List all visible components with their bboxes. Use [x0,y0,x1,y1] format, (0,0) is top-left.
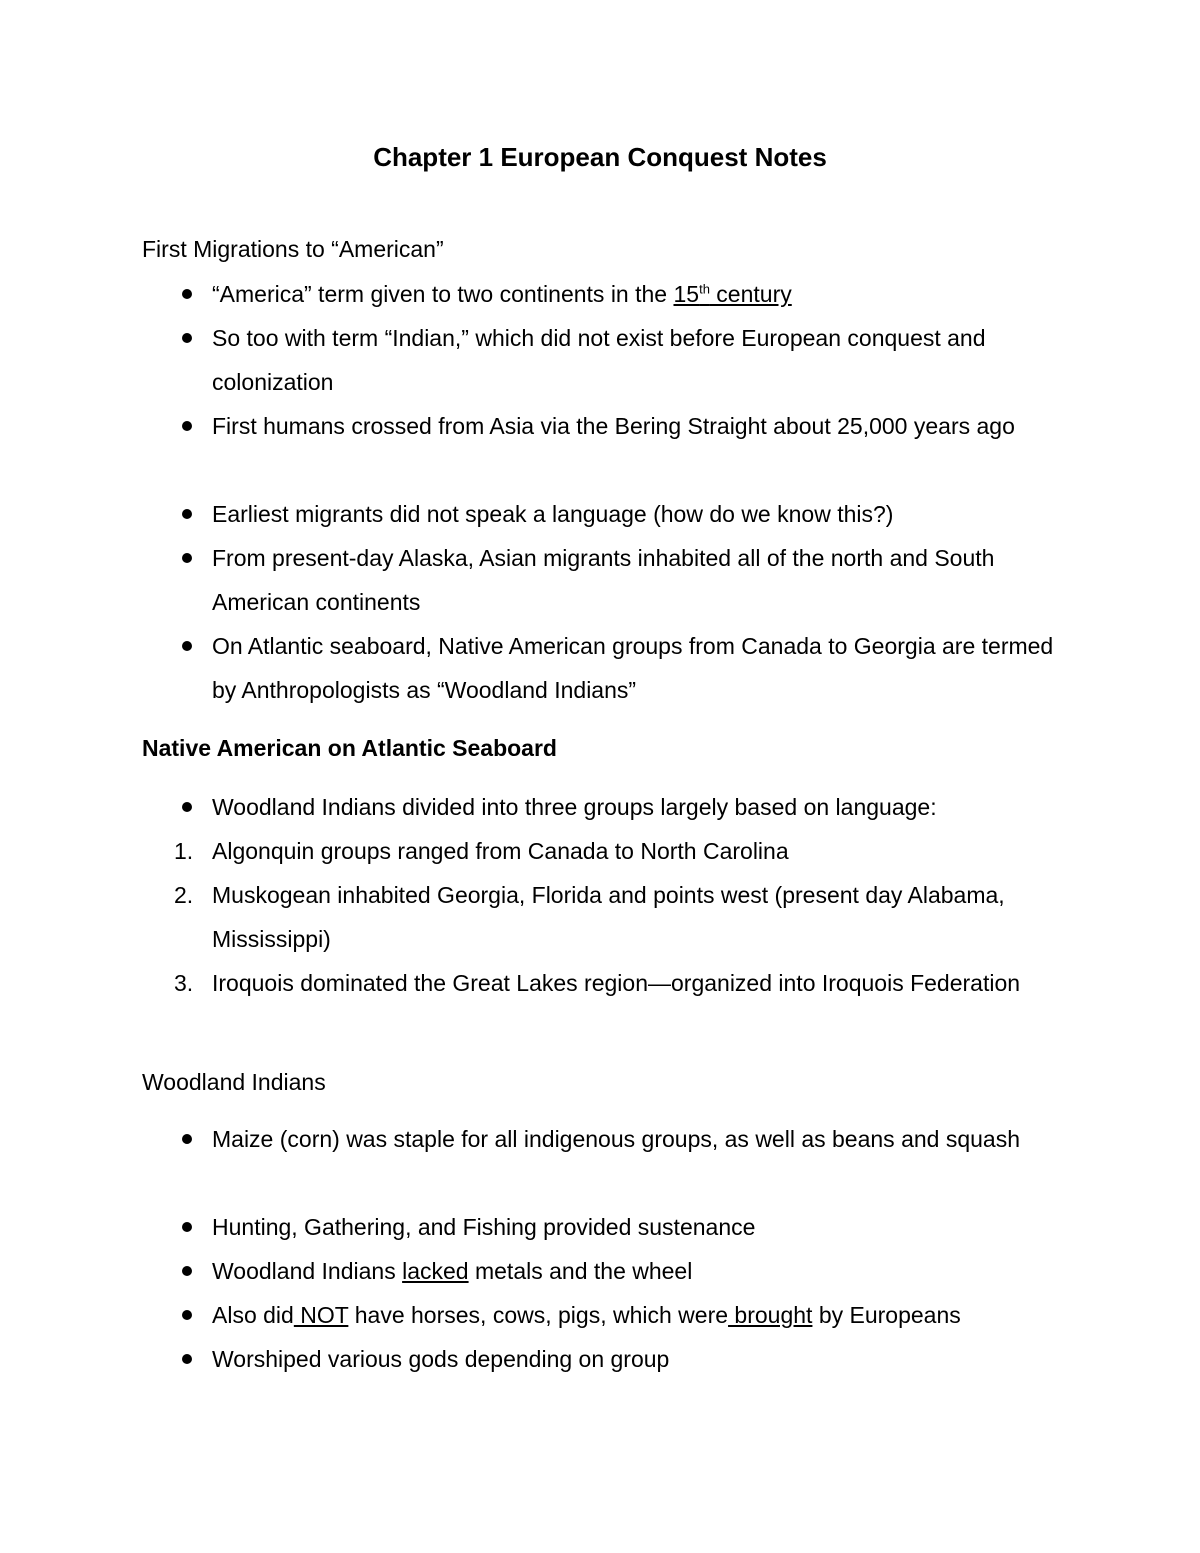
bullet-icon [182,1354,192,1364]
numbered-item: 3. Iroquois dominated the Great Lakes region—organized into Iroquois Federation [212,961,1072,1005]
list-item: From present-day Alaska, Asian migrants inhabited all of the north and South American continents [212,536,1072,624]
bullet-icon [182,421,192,431]
bullet-icon [182,1310,192,1320]
list-item: Also did NOT have horses, cows, pigs, which were brought by Europeans [212,1293,1072,1337]
century-number: 15th century [673,281,792,307]
bullet-icon [182,289,192,299]
bullet-icon [182,1134,192,1144]
list-item: First humans crossed from Asia via the Bering Straight about 25,000 years ago [212,404,1072,448]
list-item: So too with term “Indian,” which did not exist before European conquest and colonization [212,316,1072,404]
list-number: 1. [174,838,194,864]
bullet-icon [182,1222,192,1232]
bullet-icon [182,1266,192,1276]
bullet-icon [182,553,192,563]
list-item: Woodland Indians lacked metals and the wheel [212,1249,1072,1293]
list-item: Woodland Indians divided into three groups largely based on language: [212,785,1072,829]
list-number: 2. [174,882,194,908]
list-number: 3. [174,970,194,996]
numbered-item: 1. Algonquin groups ranged from Canada to North Carolina [212,829,1072,873]
section-heading-woodland-indians: Woodland Indians [142,1069,326,1095]
list-item: Worshiped various gods depending on group [212,1337,1072,1381]
bullet-icon [182,333,192,343]
page-title: Chapter 1 European Conquest Notes [373,142,827,172]
list-item: “America” term given to two continents in the 15th century [212,272,1072,316]
list-item: On Atlantic seaboard, Native American groups from Canada to Georgia are termed by Anthropologists as “Woodland Indians” [212,624,1072,712]
list-item: Earliest migrants did not speak a language (how do we know this?) [212,492,1072,536]
bullet-icon [182,802,192,812]
list-item: Hunting, Gathering, and Fishing provided sustenance [212,1205,1072,1249]
bullet-icon [182,509,192,519]
section-heading-native-american: Native American on Atlantic Seaboard [142,735,557,761]
bullet-icon [182,641,192,651]
numbered-item: 2. Muskogean inhabited Georgia, Florida and points west (present day Alabama, Mississippi) [212,873,1072,961]
list-item: Maize (corn) was staple for all indigenous groups, as well as beans and squash [212,1117,1072,1161]
section-heading-first-migrations: First Migrations to “American” [142,236,444,262]
